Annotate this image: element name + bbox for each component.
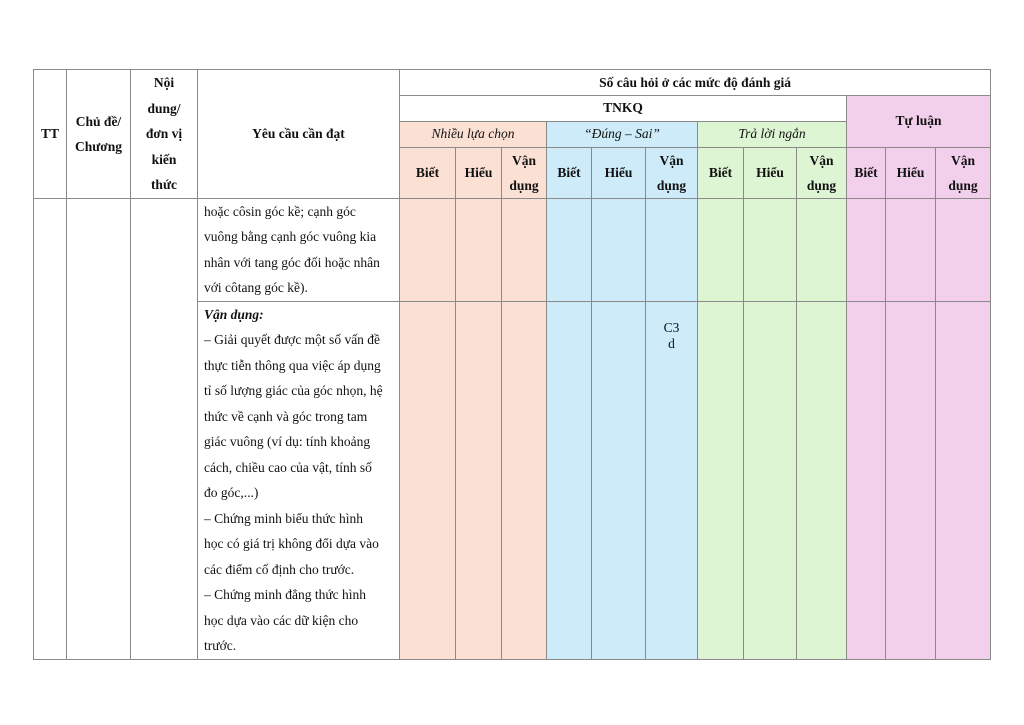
cell-short-vandung [797,198,847,301]
cell-short-biet [698,198,744,301]
cell-essay-biet [847,301,886,659]
cell-short-hieu [744,301,797,659]
level-hieu: Hiểu [744,147,797,198]
level-van-dung: Vận dụng [502,147,547,198]
header-nhieu-lua-chon: Nhiều lựa chọn [400,121,547,147]
cell-noi-dung [131,198,198,659]
cell-ds-biet [547,301,592,659]
cell-essay-vandung [936,198,991,301]
cell-tt [34,198,67,659]
requirement-text-continued: hoặc côsin góc kề; cạnh góc vuông bằng cạnh góc vuông kia nhân với tang góc đối hoặc nhân với côtang góc kề). [198,198,400,301]
cell-ds-hieu [592,198,646,301]
cell-mcq-hieu [456,301,502,659]
header-yeu-cau: Yêu cầu cần đạt [198,70,400,199]
level-biet: Biết [547,147,592,198]
level-hieu: Hiểu [456,147,502,198]
cell-essay-vandung [936,301,991,659]
level-hieu: Hiểu [886,147,936,198]
cell-essay-biet [847,198,886,301]
header-tt: TT [34,70,67,199]
cell-mcq-biet [400,198,456,301]
header-tu-luan: Tự luận [847,96,991,148]
header-noi-dung: Nội dung/ đơn vị kiến thức [131,70,198,199]
level-biet: Biết [698,147,744,198]
header-chu-de: Chủ đề/ Chương [67,70,131,199]
level-biet: Biết [400,147,456,198]
cell-essay-hieu [886,301,936,659]
header-so-cau-hoi: Số câu hỏi ở các mức độ đánh giá [400,70,991,96]
level-van-dung: Vận dụng [646,147,698,198]
header-tra-loi-ngan: Trả lời ngắn [698,121,847,147]
cell-ds-vandung [646,198,698,301]
cell-mcq-vandung [502,198,547,301]
cell-mcq-biet [400,301,456,659]
cell-chu-de [67,198,131,659]
cell-short-biet [698,301,744,659]
assessment-matrix-table [33,69,991,660]
requirement-text-van-dung: Vận dụng: – Giải quyết được một số vấn đề thực tiễn thông qua việc áp dụng tỉ số lượng giác của góc nhọn, hệ thức về cạnh và góc trong tam giác vuông (ví dụ: tính khoảng cách, chiều cao của vật, tính số đo góc,...) – Chứng minh biểu thức hình học có giá trị không đổi dựa vào các điểm cố định cho trước. – Chứng minh đẳng thức hình học dựa vào các dữ kiện cho trước. [198,301,400,659]
cell-mcq-vandung [502,301,547,659]
level-hieu: Hiểu [592,147,646,198]
cell-ds-biet [547,198,592,301]
cell-mcq-hieu [456,198,502,301]
level-biet: Biết [847,147,886,198]
cell-ds-vandung-mark: C3 d [646,301,698,659]
cell-essay-hieu [886,198,936,301]
header-tnkq: TNKQ [400,96,847,122]
van-dung-title: Vận dụng: [204,306,264,322]
header-dung-sai: “Đúng – Sai” [547,121,698,147]
cell-short-vandung [797,301,847,659]
cell-short-hieu [744,198,797,301]
level-van-dung: Vận dụng [797,147,847,198]
level-van-dung: Vận dụng [936,147,991,198]
cell-ds-hieu [592,301,646,659]
